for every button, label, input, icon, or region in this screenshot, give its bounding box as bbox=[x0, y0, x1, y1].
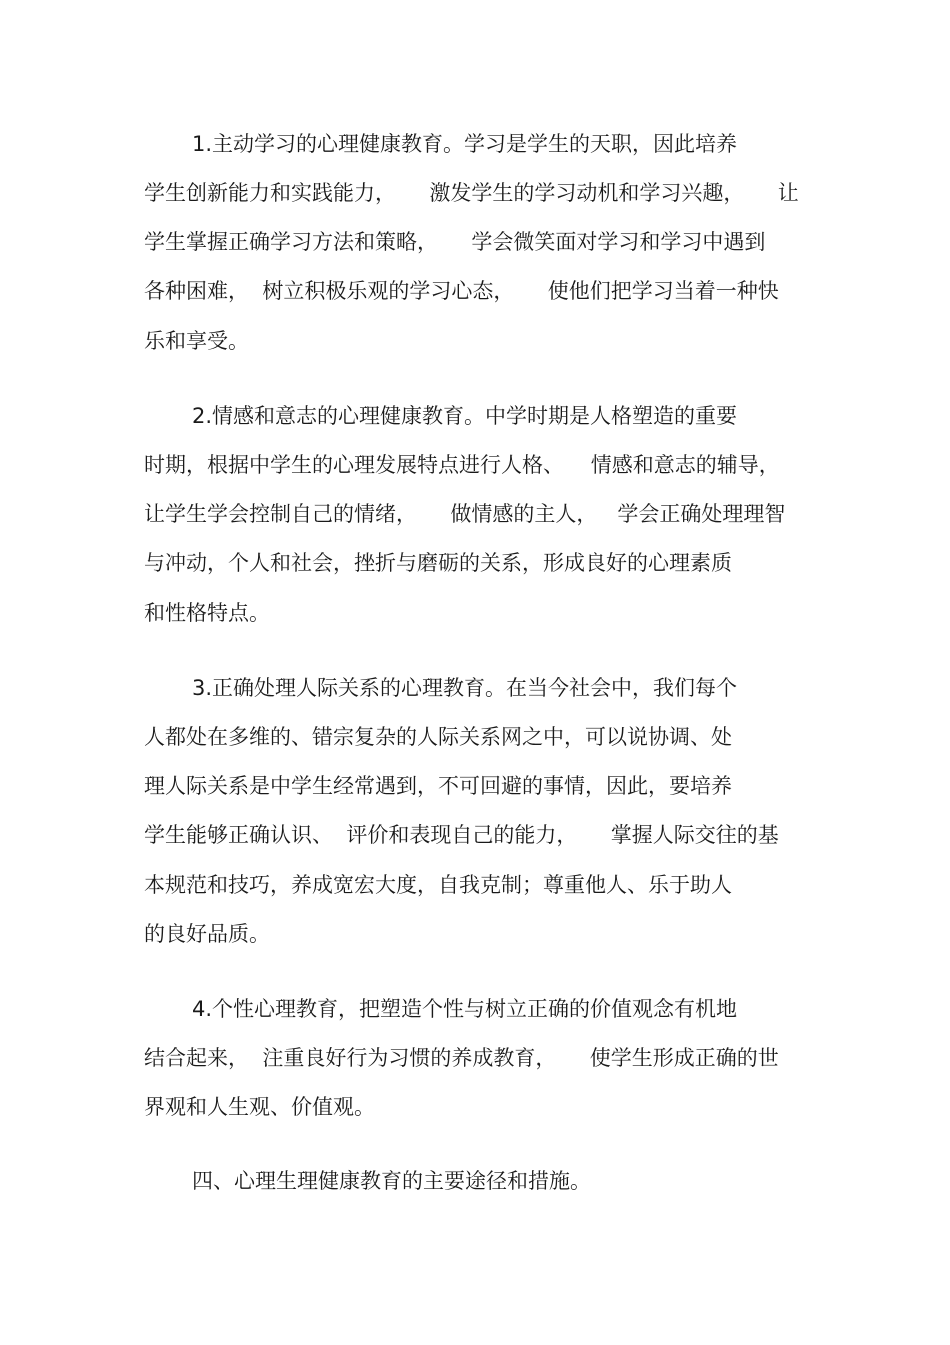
text-line: 学生创新能力和实践能力， 激发学生的学习动机和学习兴趣， 让 bbox=[144, 181, 799, 205]
text-line: 3.正确处理人际关系的心理教育。在当今社会中，我们每个 bbox=[192, 676, 738, 700]
text-line: 人都处在多维的、错宗复杂的人际关系网之中，可以说协调、处 bbox=[144, 725, 732, 749]
text-line: 让学生学会控制自己的情绪， 做情感的主人， 学会正确处理理智 bbox=[144, 502, 786, 526]
text-line: 各种困难， 树立积极乐观的学习心态， 使他们把学习当着一种快 bbox=[144, 279, 779, 303]
text-line: 学生能够正确认识、 评价和表现自己的能力， 掌握人际交往的基 bbox=[144, 823, 779, 847]
section-heading: 四、心理生理健康教育的主要途径和措施。 bbox=[192, 1169, 591, 1193]
text-line: 学生掌握正确学习方法和策略， 学会微笑面对学习和学习中遇到 bbox=[144, 230, 766, 254]
text-line: 4.个性心理教育，把塑造个性与树立正确的价值观念有机地 bbox=[192, 997, 738, 1021]
text-line: 本规范和技巧，养成宽宏大度，自我克制；尊重他人、乐于助人 bbox=[144, 873, 732, 897]
text-line: 和性格特点。 bbox=[144, 601, 270, 625]
text-line: 时期，根据中学生的心理发展特点进行人格、 情感和意志的辅导， bbox=[144, 453, 780, 477]
text-line: 的良好品质。 bbox=[144, 922, 270, 946]
text-line: 结合起来， 注重良好行为习惯的养成教育， 使学生形成正确的世 bbox=[144, 1046, 779, 1070]
text-line: 理人际关系是中学生经常遇到，不可回避的事情，因此，要培养 bbox=[144, 774, 732, 798]
text-line: 乐和享受。 bbox=[144, 329, 249, 353]
text-line: 与冲动，个人和社会，挫折与磨砺的关系，形成良好的心理素质 bbox=[144, 551, 732, 575]
text-line: 界观和人生观、价值观。 bbox=[144, 1095, 375, 1119]
text-line: 1.主动学习的心理健康教育。学习是学生的天职，因此培养 bbox=[192, 132, 738, 156]
text-line: 2.情感和意志的心理健康教育。中学时期是人格塑造的重要 bbox=[192, 404, 738, 428]
